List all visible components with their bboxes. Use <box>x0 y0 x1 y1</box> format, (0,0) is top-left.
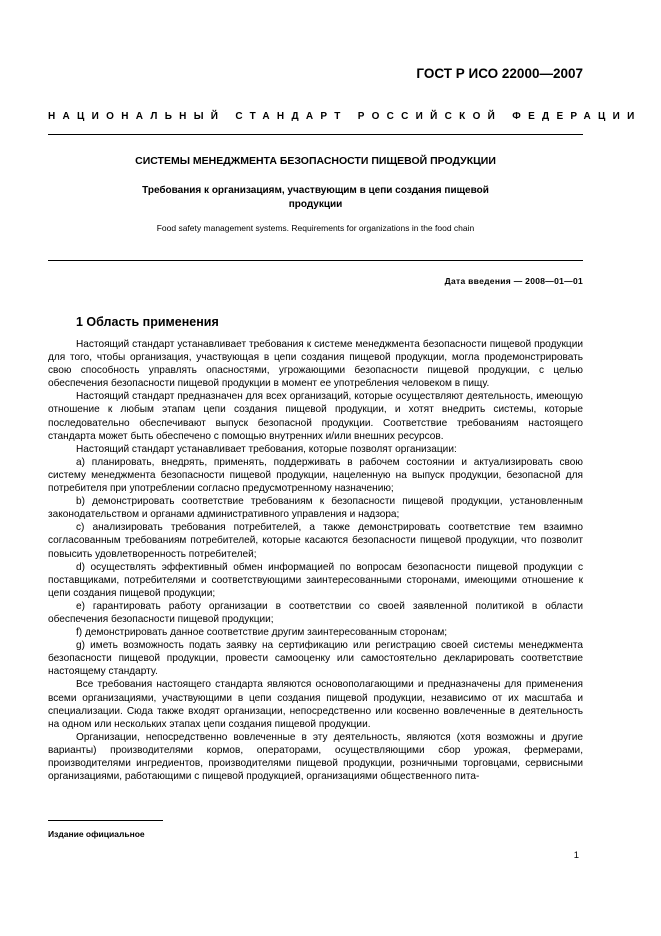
section-heading: 1 Область применения <box>76 315 219 329</box>
top-divider <box>48 134 583 135</box>
middle-divider <box>48 260 583 261</box>
list-item: d) осуществлять эффективный обмен информацией по вопросам безопасности пищевой продукции с поставщиками, потребителями и соответствующими заинтересованными сторонами, имеющими отношение к цепи создания пищевой продукции; <box>48 561 583 599</box>
list-item: f) демонстрировать данное соответствие другим заинтересованным сторонам; <box>76 627 448 639</box>
introduction-date: Дата введения — 2008—01—01 <box>444 276 583 286</box>
document-subtitle: Требования к организациям, участвующим в цепи создания пищевой продукции <box>142 185 489 210</box>
paragraph: Организации, непосредственно вовлеченные в эту деятельность, являются (хотя возможны и другие варианты) производителями кормов, операторами, осуществляющими сбор урожая, фермерами, производителями ингредиентов, производителями пищевой продукции, розничными торговцами, сервисными организациями, работающими с пищевой продукцией, организациями общественного пита- <box>48 731 583 783</box>
list-item: е) гарантировать работу организации в соответствии со своей заявленной политикой в области обеспечения безопасности пищевой продукции; <box>48 600 583 625</box>
paragraph: Настоящий стандарт предназначен для всех организаций, которые осуществляют деятельность, имеющую отношение к любым этапам цепи создания пищевой продукции, и хотят внедрить системы, которые последовательно обеспечивают выпуск безопасной продукции. Соответствие требованиям настоящего стандарта может быть обеспечено с помощью внутренних и/или внешних ресурсов. <box>48 391 583 442</box>
document-title: СИСТЕМЫ МЕНЕДЖМЕНТА БЕЗОПАСНОСТИ ПИЩЕВОЙ ПРОДУКЦИИ <box>135 155 496 167</box>
list-item: g) иметь возможность подать заявку на сертификацию или регистрацию своей системы менеджмента безопасности пищевой продукции, провести самооценку или самостоятельно декларировать соответствие настоящему стандарту. <box>48 640 583 678</box>
paragraph: Настоящий стандарт устанавливает требования, которые позволят организации: <box>76 443 457 455</box>
national-standard-banner: НАЦИОНАЛЬНЫЙ СТАНДАРТ РОССИЙСКОЙ ФЕДЕРАЦИИ <box>48 111 642 122</box>
edition-label: Издание официальное <box>48 829 145 839</box>
paragraph: Настоящий стандарт устанавливает требования к системе менеджмента безопасности пищевой продукции для того, чтобы организация, участвующая в цепи создания пищевой продукции, могла продемонстрировать свою способность управлять опасностями, угрожающими безопасности пищевой продукции, с целью обеспечения безопасности пищевой продукции в момент ее употребления человеком в пищу. <box>48 339 583 390</box>
section-body <box>48 338 583 783</box>
list-item: а) планировать, внедрять, применять, поддерживать в рабочем состоянии и актуализировать свою систему менеджмента безопасности пищевой продукции, нацеленную на выпуск продукции, безопасной для потребителя при употреблении согласно предусмотренному назначению; <box>48 456 583 495</box>
page-number: 1 <box>573 850 579 861</box>
document-code: ГОСТ Р ИСО 22000—2007 <box>416 66 583 81</box>
list-item: b) демонстрировать соответствие требованиям к безопасности пищевой продукции, установленным законодательством и органами административного управления и надзора; <box>48 496 583 521</box>
list-item: с) анализировать требования потребителей, а также демонстрировать соответствие тем взаимно согласованным требованиям потребителей, которые касаются безопасности пищевой продукции, что позволит повысить удовлетворенность потребителей; <box>48 522 583 560</box>
english-title: Food safety management systems. Requirements for organizations in the food chain <box>156 223 475 233</box>
paragraph: Все требования настоящего стандарта являются основополагающими и предназначены для применения всеми организациями, участвующими в цепи создания пищевой продукции, независимо от их масштаба и специализации. Сюда также входят организации, непосредственно или косвенно вовлеченные в деятельность на одном или нескольких этапах цепи создания пищевой продукции. <box>48 679 583 730</box>
footer-divider <box>48 820 163 821</box>
